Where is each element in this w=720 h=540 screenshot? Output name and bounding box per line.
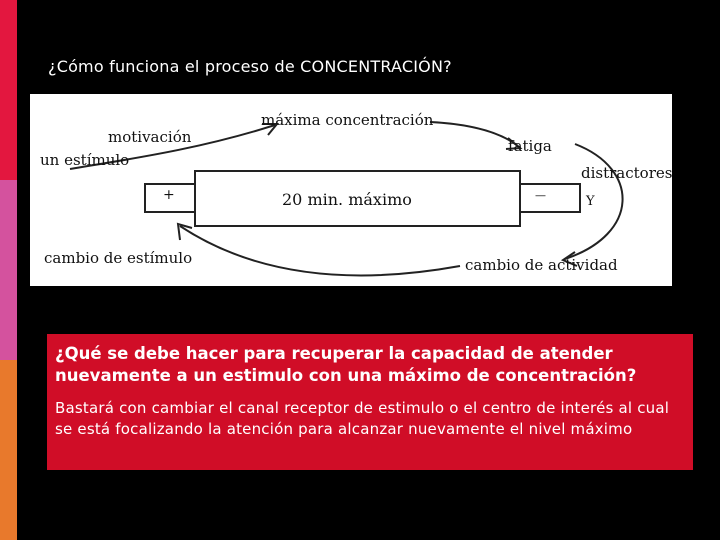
answer-text: Bastará con cambiar el canal receptor de estimulo o el centro de interés al cual se está focalizando la atención para alcanzar nuevamente el nivel máximo	[55, 399, 670, 438]
label-maxima-concentracion: máxima concentración	[261, 111, 434, 129]
label-plus: +	[163, 187, 175, 203]
accent-stripe-bottom	[0, 360, 17, 540]
label-un-estimulo: un estímulo	[40, 151, 130, 169]
slide-title: ¿Cómo funciona el proceso de CONCENTRACIÓN?	[48, 57, 452, 76]
label-motivacion: motivación	[108, 128, 192, 146]
label-20-min-maximo: 20 min. máximo	[282, 190, 412, 209]
accent-stripe-middle	[0, 180, 17, 360]
accent-stripe-top	[0, 0, 17, 180]
label-cambio-de-actividad: cambio de actividad	[465, 256, 618, 274]
label-cambio-de-estimulo: cambio de estímulo	[44, 249, 193, 267]
label-fatiga: fatiga	[508, 137, 552, 155]
label-y: Y	[586, 194, 595, 209]
arrow-max-to-fatigue	[430, 122, 518, 146]
battery-right-cap	[520, 184, 580, 212]
label-distractores: distractores	[581, 164, 672, 182]
label-minus: —	[535, 189, 546, 202]
arrow-activity-to-stimulus	[180, 226, 460, 275]
answer-box	[47, 334, 693, 470]
question-text: ¿Qué se debe hacer para recuperar la capacidad de atender nuevamente a un estimulo con una máximo de concentración?	[55, 344, 637, 385]
concentration-diagram	[30, 94, 672, 286]
